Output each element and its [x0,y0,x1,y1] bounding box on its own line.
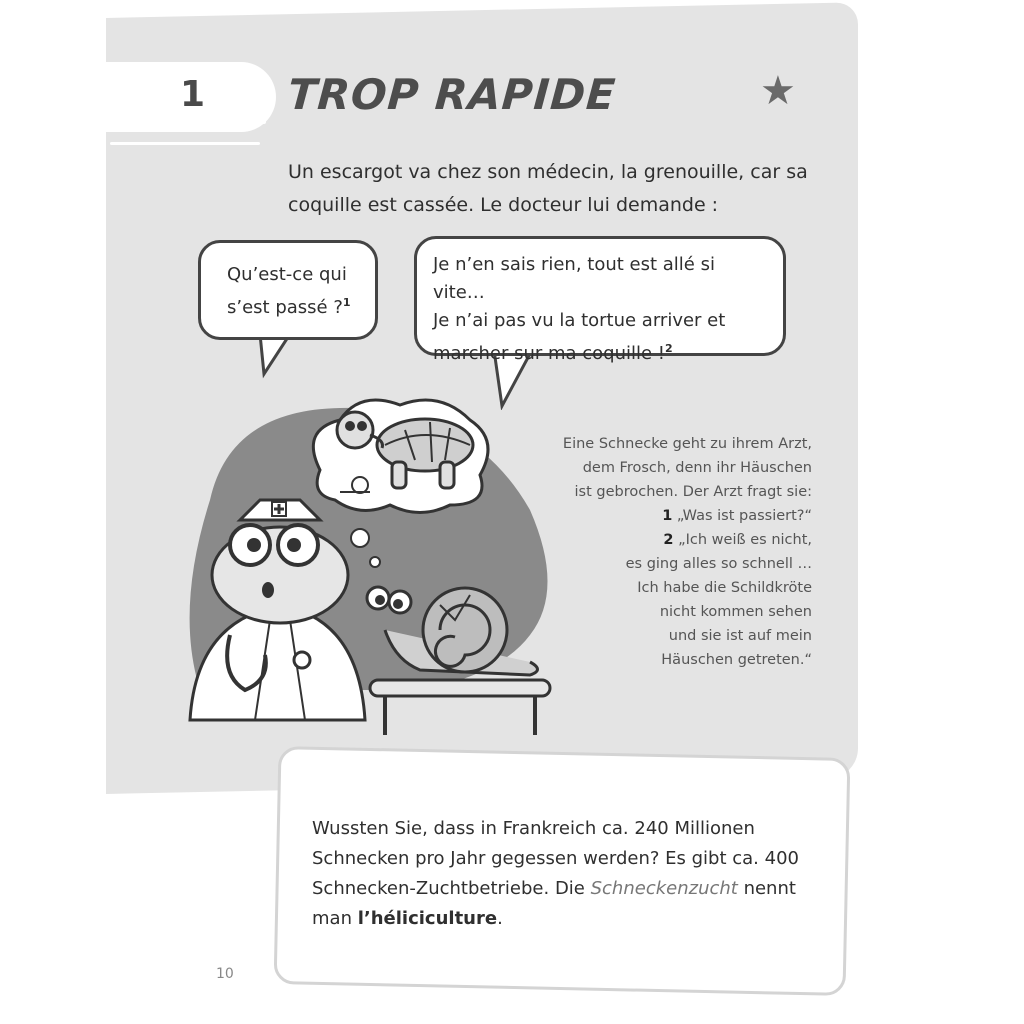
intro-line: coquille est cassée. Le docteur lui demande : [288,194,719,216]
bubble-line-text: marcher sur ma coquille ! [433,343,666,364]
translation-line: Ich habe die Schildkröte [637,580,812,596]
bubble-line: Je n’ai pas vu la tortue arriver et [433,310,726,331]
intro-text [288,156,808,222]
translation-line: dem Frosch, denn ihr Häuschen [582,460,812,476]
speech-bubble-doctor [198,240,378,340]
bubble-line [433,335,769,368]
translation-line: Häuschen getreten.“ [661,652,812,668]
speech-bubble-snail [414,236,786,364]
translation-line: ist gebrochen. Der Arzt fragt sie: [574,484,812,500]
frog-doctor-snail-illustration [170,390,570,740]
translation-line [520,528,812,552]
speech-bubble-tail [256,334,296,380]
footnote-marker: 2 [665,342,673,355]
intro-line: Un escargot va chez son médecin, la grenouille, car sa [288,161,808,183]
translation-line: Eine Schnecke geht zu ihrem Arzt, [562,436,812,452]
info-text-part: . [497,908,503,929]
translation-text: „Ich weiß es nicht, [673,532,812,548]
page-number: 10 [216,966,234,982]
chapter-number: 1 [180,74,206,115]
brush-stroke-line [110,142,260,145]
footnote-marker: 1 [342,296,351,309]
bubble-line [227,289,359,322]
bubble-line: Je n’en sais rien, tout est allé si vite… [433,254,715,303]
footnote-number: 1 [662,508,673,524]
german-translation [520,432,812,672]
chapter-title: TROP RAPIDE [286,70,618,119]
translation-text: „Was ist passiert?“ [672,508,812,524]
info-text [312,814,812,934]
bubble-line: Qu’est-ce qui [227,264,347,285]
translation-line [520,504,812,528]
translation-line: es ging alles so schnell … [625,556,812,572]
star-icon: ★ [760,68,796,114]
translation-line: nicht kommen sehen [659,604,812,620]
translation-line: und sie ist auf mein [668,628,812,644]
info-italic-term: Schneckenzucht [590,878,738,899]
footnote-number: 2 [663,532,674,548]
info-bold-term: l’héliciculture [357,908,498,929]
info-text-part: nennt man [312,878,796,929]
info-text-part: Wussten Sie, dass in Frankreich ca. 240 Millionen Schnecken pro Jahr gegessen werden? Es gibt ca. 400 Schnecken-Zuchtbetriebe. Die [312,818,799,899]
bubble-line-text: s’est passé ? [227,297,343,318]
